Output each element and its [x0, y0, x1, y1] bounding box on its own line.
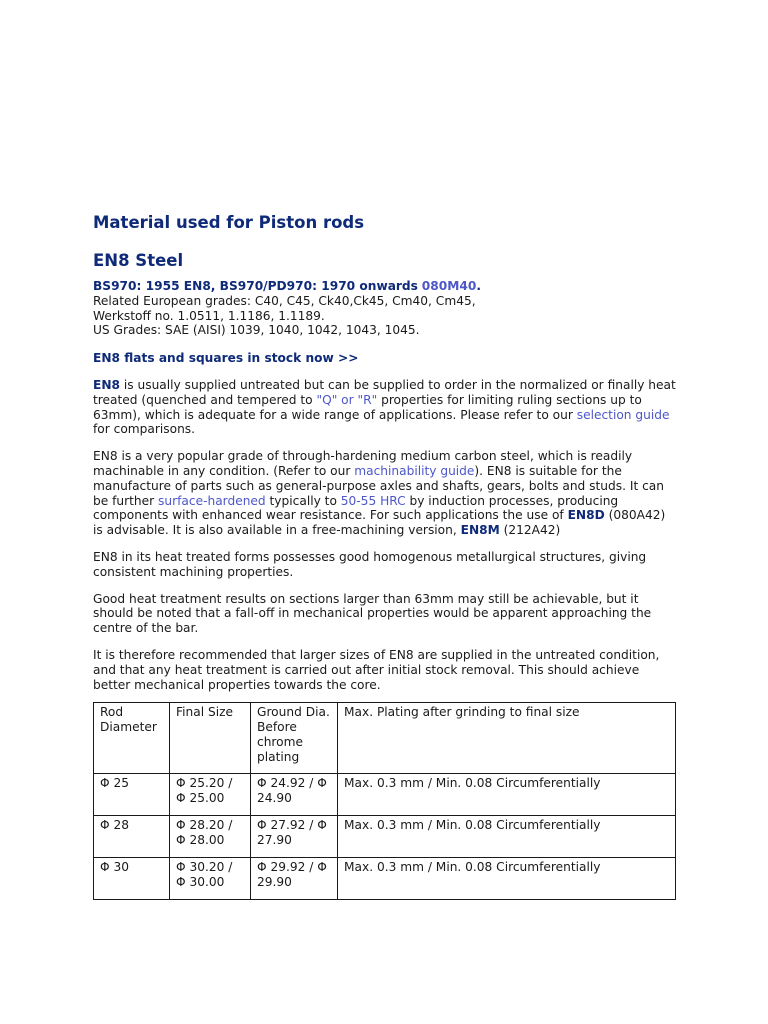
para2-text-2: ). EN8 is suitable for the manufacture of parts such as general-purpose axles and shafts, gears, bolts and studs. It can be further — [93, 463, 664, 508]
european-grades: Related European grades: C40, C45, Ck40,Ck45, Cm40, Cm45, — [93, 293, 476, 308]
cell-ground-dia: Φ 29.92 / Φ 29.90 — [251, 858, 338, 900]
para2-text-3: typically to — [265, 493, 341, 508]
paragraph-grade — [93, 449, 678, 538]
para2-text-1: EN8 is a very popular grade of through-hardening medium carbon steel, which is readily machinable in any condition. (Refer to our — [93, 449, 633, 478]
cell-ground-dia: Φ 27.92 / Φ 27.90 — [251, 816, 338, 858]
paragraph-heat-treatment: Good heat treatment results on sections larger than 63mm may still be achievable, but it should be noted that a fall-off in mechanical properties would be apparent approaching the centre of the bar. — [93, 591, 652, 636]
cell-max-plating: Max. 0.3 mm / Min. 0.08 Circumferentially — [338, 858, 676, 900]
cell-final-size: Φ 25.20 / Φ 25.00 — [170, 774, 251, 816]
paragraph-recommendation: It is therefore recommended that larger sizes of EN8 are supplied in the untreated condition, and that any heat treatment is carried out after initial stock removal. This should achieve better mechanical properties towards the core. — [93, 647, 660, 692]
table-row — [94, 774, 676, 816]
en8m-link[interactable]: EN8M — [460, 523, 500, 538]
stock-paragraph — [93, 351, 678, 366]
paragraph-supply — [93, 378, 678, 437]
en8d-link[interactable]: EN8D — [567, 508, 605, 523]
header-final-size: Final Size — [170, 703, 251, 774]
selection-guide-link[interactable]: selection guide — [576, 407, 670, 422]
standard-text: BS970: 1955 EN8, BS970/PD970: 1970 onwards — [93, 279, 418, 293]
table-row — [94, 816, 676, 858]
surface-hardened-link[interactable]: surface-hardened — [158, 493, 266, 508]
para1-text-2: properties for limiting ruling sections up to 63mm), which is adequate for a wide range of applications. Please refer to our — [93, 392, 642, 422]
cell-rod-diameter: Φ 30 — [94, 858, 170, 900]
document-page — [93, 212, 678, 900]
cell-max-plating: Max. 0.3 mm / Min. 0.08 Circumferentially — [338, 774, 676, 816]
werkstoff-numbers: Werkstoff no. 1.0511, 1.1186, 1.1189. — [93, 308, 325, 323]
para2-text-5: (080A42) is advisable. It is also available in a free-machining version, — [93, 508, 666, 538]
us-grades: US Grades: SAE (AISI) 1039, 1040, 1042, 1043, 1045. — [93, 323, 420, 338]
header-ground-dia: Ground Dia. Before chrome plating — [251, 703, 338, 774]
header-rod-diameter: Rod Diameter — [94, 703, 170, 774]
en8-link[interactable]: EN8 — [93, 377, 121, 392]
paragraph-structure: EN8 in its heat treated forms possesses good homogenous metallurgical structures, giving consistent machining properties. — [93, 549, 647, 579]
spec-block — [93, 279, 678, 338]
qr-properties-link[interactable]: "Q" or "R" — [316, 392, 378, 407]
section-title: EN8 Steel — [93, 251, 184, 270]
header-max-plating: Max. Plating after grinding to final size — [338, 703, 676, 774]
standard-link-080m40[interactable]: 080M40 — [421, 279, 477, 293]
stock-link[interactable]: EN8 flats and squares in stock now >> — [93, 351, 359, 366]
para2-text-6: (212A42) — [499, 523, 561, 538]
page-title: Material used for Piston rods — [93, 213, 365, 232]
hrc-link[interactable]: 50-55 HRC — [340, 493, 406, 508]
cell-final-size: Φ 28.20 / Φ 28.00 — [170, 816, 251, 858]
cell-max-plating: Max. 0.3 mm / Min. 0.08 Circumferentially — [338, 816, 676, 858]
cell-ground-dia: Φ 24.92 / Φ 24.90 — [251, 774, 338, 816]
standard-line — [93, 279, 678, 294]
machinability-guide-link[interactable]: machinability guide — [354, 463, 475, 478]
para1-text-3: for comparisons. — [93, 422, 196, 437]
piston-rod-table — [93, 702, 676, 900]
para1-text-1: is usually supplied untreated but can be supplied to order in the normalized or finally heat treated (quenched and tempered to — [93, 377, 676, 407]
table-header-row — [94, 703, 676, 774]
table-row — [94, 858, 676, 900]
para2-text-4: by induction processes, producing components with enhanced wear resistance. For such applications the use of — [93, 493, 619, 523]
cell-final-size: Φ 30.20 / Φ 30.00 — [170, 858, 251, 900]
standard-end: . — [476, 279, 481, 293]
cell-rod-diameter: Φ 25 — [94, 774, 170, 816]
cell-rod-diameter: Φ 28 — [94, 816, 170, 858]
